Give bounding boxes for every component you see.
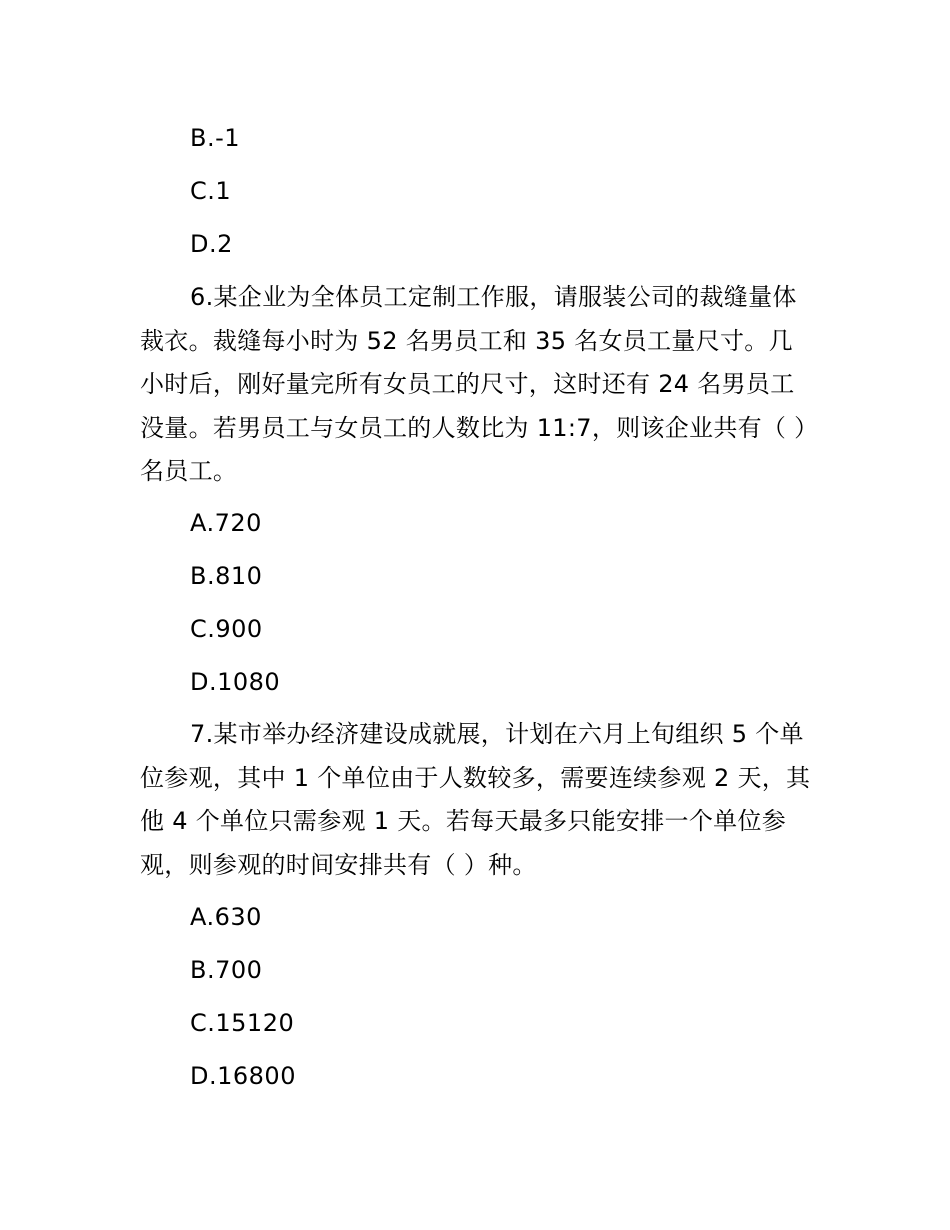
question-6-stem: 6.某企业为全体员工定制工作服，请服装公司的裁缝量体裁衣。裁缝每小时为 52 名男员工和 35 名女员工量尺寸。几小时后，刚好量完所有女员工的尺寸，这时还有 24 名男员工没量。若男员工与女员工的人数比为 11:7，则该企业共有（ ）名员工。	[140, 283, 807, 485]
question-6-option-d: D.1080	[190, 668, 281, 696]
option-b-prev: B.-1	[190, 124, 241, 152]
question-7-option-b: B.700	[190, 956, 263, 984]
question-6-option-b: B.810	[190, 562, 263, 590]
question-7-option-c: C.15120	[190, 1009, 295, 1037]
question-7-option-d: D.16800	[190, 1062, 296, 1090]
option-c-prev: C.1	[190, 177, 232, 205]
question-7-stem: 7.某市举办经济建设成就展，计划在六月上旬组织 5 个单位参观，其中 1 个单位由于人数较多，需要连续参观 2 天，其他 4 个单位只需参观 1 天。若每天最多只能安排一个单位参观，则参观的时间安排共有（ ）种。	[140, 720, 811, 879]
question-7-option-a: A.630	[190, 903, 262, 931]
question-6-option-c: C.900	[190, 615, 263, 643]
option-d-prev: D.2	[190, 230, 233, 258]
question-6-option-a: A.720	[190, 509, 262, 537]
